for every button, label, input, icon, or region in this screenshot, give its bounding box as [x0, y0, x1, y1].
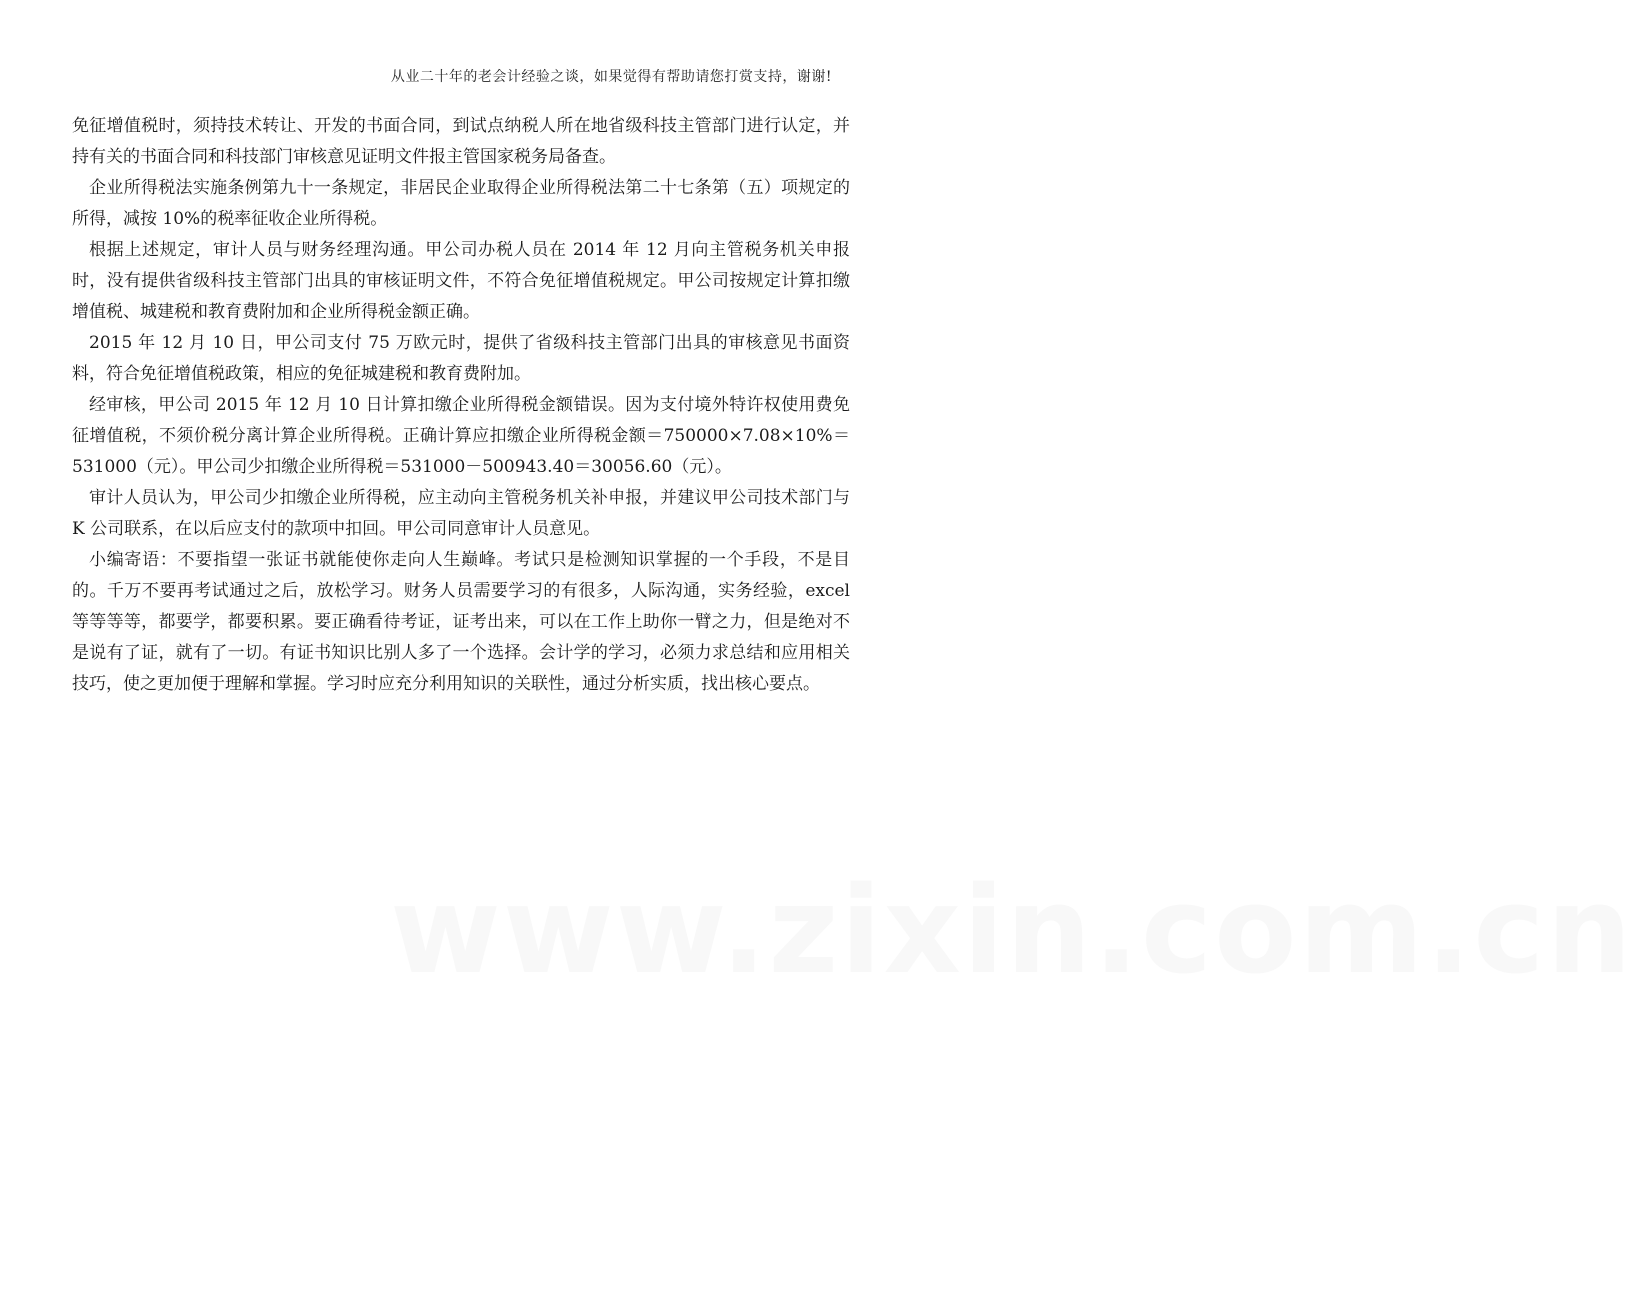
document-body [72, 111, 850, 700]
paragraph: 审计人员认为，甲公司少扣缴企业所得税，应主动向主管税务机关补申报，并建议甲公司技术部门与 K 公司联系，在以后应支付的款项中扣回。甲公司同意审计人员意见。 [72, 488, 850, 539]
paragraph: 经审核，甲公司 2015 年 12 月 10 日计算扣缴企业所得税金额错误。因为支付境外特许权使用费免征增值税，不须价税分离计算企业所得税。正确计算应扣缴企业所得税金额＝750000×7.08×10%＝531000（元）。甲公司少扣缴企业所得税＝531000－500943.40＝30056.60（元）。 [72, 395, 850, 477]
paragraph: 根据上述规定，审计人员与财务经理沟通。甲公司办税人员在 2014 年 12 月向主管税务机关申报时，没有提供省级科技主管部门出具的审核证明文件，不符合免征增值税规定。甲公司按规定计算扣缴增值税、城建税和教育费附加和企业所得税金额正确。 [72, 240, 850, 322]
paragraph: 2015 年 12 月 10 日，甲公司支付 75 万欧元时，提供了省级科技主管部门出具的审核意见书面资料，符合免征增值税政策，相应的免征城建税和教育费附加。 [72, 333, 850, 384]
watermark: www.zixin.com.cn [390, 862, 1634, 1001]
header-note: 从业二十年的老会计经验之谈，如果觉得有帮助请您打赏支持，谢谢! [390, 69, 832, 85]
paragraph: 企业所得税法实施条例第九十一条规定，非居民企业取得企业所得税法第二十七条第（五）项规定的所得，减按 10%的税率征收企业所得税。 [72, 178, 850, 229]
paragraph-continuation: 免征增值税时，须持技术转让、开发的书面合同，到试点纳税人所在地省级科技主管部门进行认定，并持有关的书面合同和科技部门审核意见证明文件报主管国家税务局备查。 [72, 116, 850, 167]
paragraph: 小编寄语：不要指望一张证书就能使你走向人生巅峰。考试只是检测知识掌握的一个手段，不是目的。千万不要再考试通过之后，放松学习。财务人员需要学习的有很多，人际沟通，实务经验，excel 等等等等，都要学，都要积累。要正确看待考证，证考出来，可以在工作上助你一臂之力，但是绝对不是说有了证，就有了一切。有证书知识比别人多了一个选择。会计学的学习，必须力求总结和应用相关技巧，使之更加便于理解和掌握。学习时应充分利用知识的关联性，通过分析实质，找出核心要点。 [72, 550, 850, 694]
